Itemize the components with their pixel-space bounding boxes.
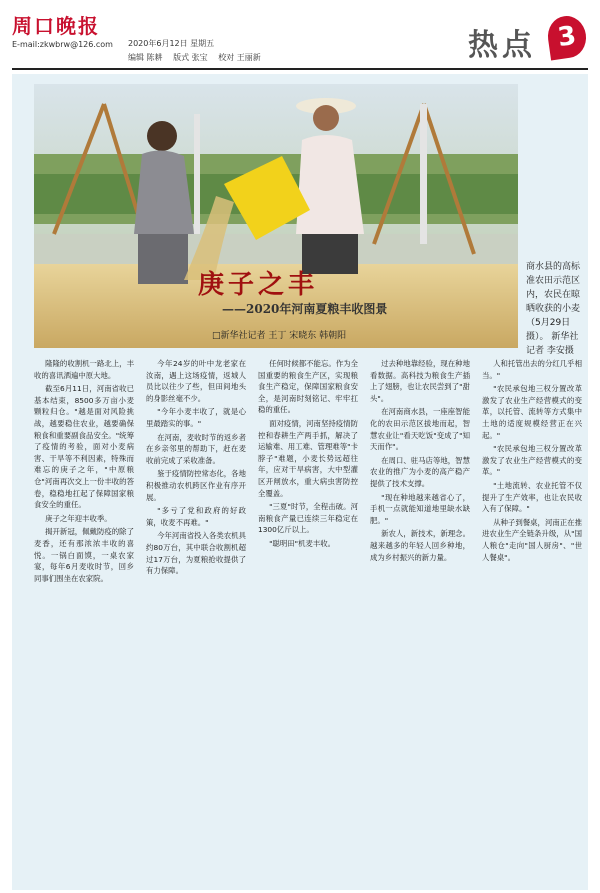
article-column	[146, 358, 246, 882]
byline: □新华社记者 王丁 宋晓东 韩朝阳	[212, 331, 347, 341]
email-address: E-mail:zkwbrw@126.com	[12, 40, 113, 49]
headline: 庚子之丰	[198, 270, 319, 300]
article-paragraph: 从种子到餐桌，河南正在推进农业生产全链条升级，从"国人粮仓"走向"国人厨房"、"世人餐桌"。	[482, 517, 582, 562]
article-paragraph: 揭开新冠，佩戴防疫的除了麦香，还有那浓浓丰收的喜悦。一锅白面馍，一桌农家宴，每年6月麦收时节，回乡同事们围坐在农家院。	[34, 527, 134, 583]
article-paragraph: "聪明田"机麦丰收。	[269, 538, 336, 548]
section-title: 热点	[468, 28, 536, 63]
article-paragraph: "三夏"时节，全程击破。河南粮食产量已连续三年稳定在1300亿斤以上。	[258, 502, 358, 535]
newspaper-logo: 周口晚报	[12, 14, 100, 38]
staff-layout: 版式 张宝	[173, 53, 208, 62]
feature-frame	[12, 74, 588, 890]
article-paragraph: 隆隆的收割机一路北上，丰收的喜讯洒遍中原大地。	[34, 359, 134, 380]
article-paragraph: 今年24岁的叶中龙老家在汝南，遇上这场疫情，返城人员比以往少了些，但田间地头的身影丝毫不少。	[146, 359, 246, 403]
article-column	[482, 358, 582, 882]
article-paragraph: "今年小麦丰收了，就是心里最踏实的事。"	[146, 407, 246, 428]
article-paragraph: "农民承包地三权分置改革激发了农业生产经营模式的变革，以托管、流转等方式集中土地的适度规模经营正在兴起。"	[482, 384, 582, 440]
issue-date: 2020年6月12日 星期五	[128, 39, 215, 48]
article-body	[34, 358, 582, 882]
article-paragraph: 过去种地靠经验，现在种地看数据。高科技为粮食生产插上了翅膀，也让农民尝到了"甜头"。	[370, 359, 470, 403]
article-paragraph: "现在种地越来越省心了，手机一点就能知道地里缺水缺肥。"	[370, 492, 470, 525]
article-paragraph: "多亏了党和政府的好政策，收麦不再难。"	[146, 506, 246, 527]
article-paragraph: "农民承包地三权分置改革激发了农业生产经营模式的变革。"	[482, 444, 582, 477]
article-paragraph: 人和托管出去的分红几乎相当。"	[482, 359, 582, 380]
article-column	[258, 358, 358, 882]
page-number-badge: 3	[545, 14, 588, 61]
article-paragraph: 今年河南省投入各类农机具约80万台，其中联合收割机超过17万台，为夏粮抢收提供了有力保障。	[146, 531, 246, 576]
staff-editor: 编辑 陈耕	[128, 53, 163, 62]
article-paragraph: 新农人，新技术，新理念。越来越多的年轻人回乡种地，成为乡村振兴的新力量。	[370, 529, 470, 562]
article-paragraph: 截至6月11日，河南省收已基本结束，8500多万亩小麦颗粒归仓。"越是面对风险挑战，越要稳住农业，越要确保粮食和重要副食品安全。"统筹了疫情的考验，面对小麦病害、干旱等不利因素，特殊而难忘的庚子之年，"中原粮仓"河南再次交上一份丰收的答卷，稳稳地扛起了保障国家粮食安全的重任。	[34, 384, 134, 510]
article-paragraph: 面对疫情，河南坚持疫情防控和春耕生产两手抓，解决了运输难、用工难、管理难等"卡脖子"难题，小麦长势远超往年，应对干旱病害，大中型灌区开闸放水，重大病虫害防控全覆盖。	[258, 418, 358, 498]
staff-credits	[128, 52, 269, 63]
masthead	[0, 0, 600, 72]
article-paragraph: 庚子之年迎丰收季。	[45, 513, 112, 523]
article-column	[370, 358, 470, 882]
staff-proofreader: 校对 王丽新	[218, 53, 261, 62]
header-divider	[12, 68, 588, 70]
article-paragraph: 在周口、驻马店等地，智慧农业的推广为小麦的高产稳产提供了技术支撑。	[370, 455, 470, 488]
article-paragraph: 在河南，麦收时节的返乡者在乡亲邻里的帮助下，赶在麦收前完成了采收准备。	[146, 432, 246, 465]
article-paragraph: 鉴于疫情防控常态化，各地积极推动农机跨区作业有序开展。	[146, 469, 246, 502]
subheadline: ——2020年河南夏粮丰收图景	[222, 302, 388, 316]
article-column	[34, 358, 134, 882]
article-paragraph: 在河南商水县，一座座智能化的农田示范区拔地而起，智慧农业让"看天吃饭"变成了"知天而作"。	[370, 407, 470, 452]
article-paragraph: "土地流转、农业托管不仅提升了生产效率，也让农民收入有了保障。"	[482, 480, 582, 514]
photo-caption: 商水县的高标准农田示范区内，农民在晾晒收获的小麦（5月29日摄）。 新华社记者 李安摄	[526, 262, 581, 356]
article-paragraph: 任何时候都不能忘。作为全国重要的粮食生产区，实现粮食生产稳定，保障国家粮食安全，是河南时刻铭记、牢牢扛稳的重任。	[258, 359, 358, 415]
